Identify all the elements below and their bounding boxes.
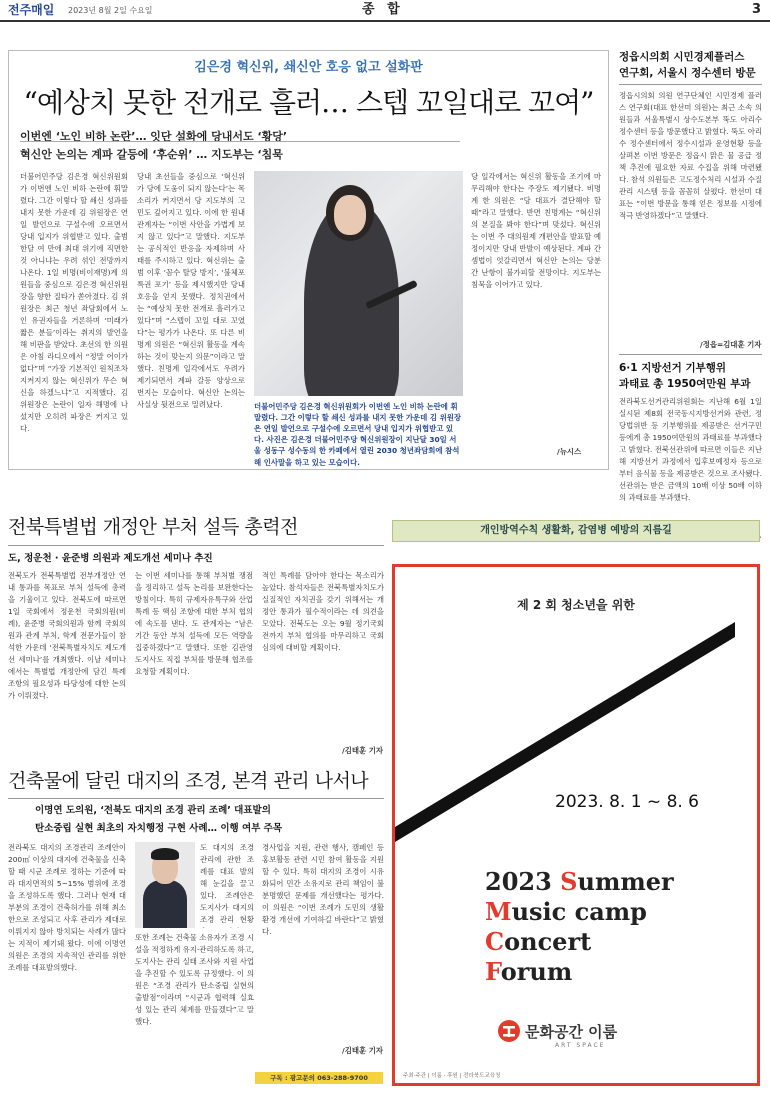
right-divider — [619, 84, 762, 85]
bottom-article-title: 건축물에 달린 대지의 조경, 본격 관리 나서나 — [8, 770, 369, 792]
poster-footer: 주최·주관 | 이룸 · 후원 | 전라북도교육청 — [403, 1073, 501, 1079]
right-article-1-body: 정읍시의회 의원 연구단체인 시민경제 플러스 연구회(대표 한선미 의원)는 최근 소속 의원들과 서울특별시 상수도본부 뚝도 아리수 정수센터 등을 방문했다고 밝혔다. 뚝도 아리수 정수센터에서 정수시설과 운영현황 등을 살펴본 이번 방문은 정읍시 맑은 물 공급 정책 추진에 필요한 자료 수집을 위해 마련됐다. 참석 의원들은 고도정수처리 시설과 수질관리 시스템 등을 꼼꼼히 살폈다. 한선미 대표는 “이번 방문을 통해 얻은 정보를 시정에 적극 반영하겠다”고 말했다. — [619, 91, 762, 220]
section-divider — [8, 798, 384, 799]
bottom-article-col-1: 전라북도 대지의 조경관리 조례안이 200㎡ 이상의 대지에 건축물을 신축할 때 시군 조례로 정하는 기준에 따라 대지면적의 5~15% 범위에 조경을 조성하도록 했다. 그러나 현재 대부분의 조경이 건축허가를 위해 최소한으로 조성되고 사후 관리가 제대로 이뤄지지 않아 방치되는 사례가 많다는 지적이 제기돼 왔다. 이에 이명연 의원은 조경의 지속적인 관리를 위한 조례를 대표발의했다. — [8, 843, 126, 972]
poster-title: 제 2 회 청소년을 위한 — [517, 598, 635, 612]
page-header — [0, 0, 770, 22]
bottom-article-byline: /김태훈 기자 — [342, 1046, 383, 1055]
mid-article-col-2: 는 이번 세미나를 통해 부처별 쟁점을 정리하고 설득 논리를 보완한다는 방침이다. 특히 규제자유특구와 산업 특례 등 핵심 조항에 대한 부처 협의에 속도를 낸다. 도 관계자는 “남은 기간 동안 부처 설득에 모든 역량을 집중하겠다”고 말했다. 또한 김관영 도지사도 직접 부처를 방문해 협조를 요청할 계획이다. — [135, 571, 253, 676]
top-article-kicker: 김은경 혁신위, 쇄신안 호응 없고 설화판 — [194, 60, 423, 75]
bottom-article-col-4: 경사업을 지원, 관련 행사, 캠페인 등 홍보활동 관련 시민 참여 활동을 지원할 수 있다. 특히 대지의 조경이 시유화되어 민간 소유지로 관리 책임이 불분명했던 문제를 개선했다는 평가다. 이 의원은 “이번 조례가 도민의 생활환경 개선에 기여하길 바란다”고 밝혔다. — [262, 843, 384, 936]
top-article-photo — [254, 171, 463, 396]
speaker-face — [334, 195, 366, 235]
poster-date: 2023. 8. 1 ~ 8. 6 — [555, 792, 700, 812]
mid-article-title: 전북특별법 개정안 부처 설득 총력전 — [8, 516, 298, 538]
poster-line-3: Concert — [485, 927, 592, 956]
top-article-col-4: 당 일각에서는 혁신위 활동을 조기에 마무리해야 한다는 주장도 제기됐다. 비명계 한 의원은 “당 대표가 결단해야 할 때”라고 말했다. 반면 친명계는 “혁신위의 본질을 봐야 한다”며 맞섰다. 혁신위는 이번 주 대의원제 개편안을 발표할 예정이지만 당내 반발이 예상된다. 계파 간 셈법이 엇갈리면서 혁신안 논의는 당분간 난항이 불가피할 전망이다. 지도부는 침묵을 이어가고 있다. — [471, 172, 601, 289]
right-article-2-title-2: 과태료 총 1950여만원 부과 — [619, 378, 751, 390]
councilor-suit — [143, 880, 187, 928]
poster-line-2: Music camp — [485, 897, 647, 926]
bottom-article-subhead-1: 이명연 도의원, ‘전북도 대지의 조경 관리 조례’ 대표발의 — [35, 805, 271, 816]
right-article-1-title-1: 정읍시의회 시민경제플러스 — [619, 51, 745, 63]
right-article-2-title-1: 6·1 지방선거 기부행위 — [619, 362, 727, 374]
publication-name: 전주매일 — [8, 3, 55, 17]
councilor-hair — [151, 848, 179, 860]
top-article — [8, 50, 609, 470]
top-article-col-1: 더불어민주당 김은경 혁신위원회가 이번엔 노인 비하 논란에 휘말렸다. 그간 이렇다 할 쇄신 성과를 내지 못한 가운데 김 위원장은 연일 발언으로 구설수에 오르면서 당내 입지가 위협받고 있다. 출범 한달 여 만에 최대 위기에 직면한 것 아니냐는 우려 섞인 전망까지 나온다. 1일 비명(비이재명)계 의원들을 중심으로 김은경 혁신위원장을 향한 질타가 쏟아졌다. 김 위원장은 최근 청년 좌담회에서 노인 유권자들을 거론하며 ‘미래가 짧은 분들’이라는 취지의 발언을 해 비판을 받았다. 초선의 한 의원은 아침 라디오에서 “정말 어이가 없다”며 “가장 기본적인 원칙조차 지켜지지 않는 혁신위가 무슨 혁신을 하겠느냐”고 지적했다. 김 위원장은 논란이 일자 해명에 나섰지만 오히려 파장은 커지고 있다. — [20, 172, 128, 433]
right-article-1-title-2: 연구회, 서울시 정수센터 방문 — [619, 67, 756, 79]
mid-article-col-1: 전북도가 전북특별법 전부개정안 연내 통과를 목표로 부처 설득에 총력을 기울이고 있다. 전북도에 따르면 1일 국회에서 정운천 국회의원(비례), 윤준병 국회의원과 함께 국회의원과 관계 부처, 학계 전문가들이 참석한 가운데 ‘전북특별자치도 제도개선 세미나’를 개최했다. 이날 세미나에서는 특별법 개정안에 담긴 특례 조항의 필요성과 타당성에 대한 논의가 이뤄졌다. — [8, 571, 126, 700]
section-name: 종 합 — [362, 2, 404, 17]
concert-poster-ad — [392, 564, 760, 1086]
issue-date: 2023년 8월 2일 수요일 — [68, 6, 153, 15]
subscribe-bar: 구독 : 광고문의 063-288-9700 — [255, 1072, 383, 1084]
right-article-1-byline: /정읍=김대훈 기자 — [700, 340, 762, 349]
subhead-divider — [20, 141, 460, 142]
poster-line-4: Forum — [485, 957, 573, 986]
poster-brand: 문화공간 이룸 — [525, 1023, 618, 1041]
top-article-col-2: 당내 초선들을 중심으로 ‘혁신위가 당에 도움이 되지 않는다’는 목소리가 커지면서 당 지도부의 고민도 깊어지고 있다. 이에 한 원내 관계자는 “이번 사안을 가볍게 보지 않고 있다”고 말했다. 지도부는 공식적인 반응을 자제하며 사태를 주시하고 있다. 혁신위는 출범 이후 ‘꼼수 탈당 방지’, ‘불체포특권 포기’ 등을 제시했지만 당내 호응을 얻지 못했다. 정치권에서는 “예상치 못한 전개로 흘러가고 있다”며 “스텝이 꼬일 대로 꼬였다”는 평가가 나온다. 또 다른 비명계 의원은 “혁신위 활동을 계속하는 것이 맞는지 의문”이라고 말했다. 친명계 일각에서도 우려가 제기되면서 계파 갈등 양상으로 번지는 모습이다. 혁신안 논의는 사실상 뒷전으로 밀려났다. — [137, 172, 245, 409]
right-divider — [619, 354, 762, 355]
mid-article-subhead: 도, 정운천 · 윤준병 의원과 제도개선 세미나 추진 — [8, 553, 213, 564]
poster-line-1: 2023 Summer — [485, 867, 674, 896]
top-article-subhead-1: 이번엔 ‘노인 비하 논란’… 잇단 설화에 당내서도 ‘황당’ — [20, 130, 288, 143]
poster-brand-sub: ART SPACE — [555, 1042, 606, 1049]
page-number: 3 — [752, 2, 762, 17]
top-article-title: “예상치 못한 전개로 흘러… 스텝 꼬일대로 꼬여” — [23, 86, 594, 119]
top-article-byline: /뉴시스 — [557, 447, 582, 456]
poster-graphic — [395, 567, 757, 1083]
ireum-logo-icon — [497, 1019, 521, 1043]
top-article-photo-caption: 더불어민주당 김은경 혁신위원회가 이번엔 노인 비하 논란에 휘말렸다. 그간 이렇다 할 쇄신 성과를 내지 못한 가운데 김 위원장은 연일 발언으로 구설수에 오르면서 당내 입지가 위협받고 있다. 사진은 김은경 더불어민주당 혁신위원장이 지난달 30일 서울 성동구 성수동의 한 카페에서 열린 2030 청년좌담회에 참석해 인사말을 하고 있는 모습이다. — [254, 402, 462, 467]
health-banner: 개인방역수칙 생활화, 감염병 예방의 지름길 — [392, 520, 760, 542]
section-divider — [8, 545, 384, 546]
bottom-article-subhead-2: 탄소중립 실현 최초의 자치행정 구현 사례… 이행 여부 주목 — [35, 823, 283, 834]
bottom-article-col-2: 도 대지의 조경관리에 관한 조례를 대표 발의해 눈길을 끌고 있다. 조례안은 도지사가 대지의 조경 관리 현황 — [200, 843, 254, 924]
bottom-article-photo — [135, 842, 195, 928]
mid-article-col-3: 적인 특례를 담아야 한다는 목소리가 높았다. 참석자들은 전북특별자치도가 실질적인 자치권을 갖기 위해서는 개정안 통과가 필수적이라는 데 의견을 모았다. 전북도는 오는 9월 정기국회 전까지 부처 협의를 마무리하고 국회 심의에 대비할 계획이다. — [262, 571, 384, 652]
mid-article-byline: /김태훈 기자 — [342, 746, 383, 755]
bottom-article-col-3: 또한 조례는 건축물 소유자가 조경 시설을 적정하게 유지·관리하도록 하고, 도지사는 관리 실태 조사와 지원 사업을 추진할 수 있도록 규정했다. 이 의원은 “조경 관리가 탄소중립 실현의 출발점”이라며 “시군과 협력해 실효성 있는 관리 체계를 만들겠다”고 말했다. — [135, 933, 254, 1026]
right-article-2-body: 전라북도선거관리위원회는 지난해 6월 1일 실시된 제8회 전국동시지방선거와 관련, 정당법위반 등 기부행위를 제공받은 선거구민 등에게 총 1950여만원의 과태료를 부과했다고 밝혔다. 전북선관위에 따르면 이들은 지난해 지방선거 과정에서 입후보예정자 등으로부터 음식물 등을 제공받은 것으로 조사됐다. 선관위는 받은 금액의 10배 이상 50배 이하의 과태료를 부과했다. — [619, 397, 762, 502]
top-article-subhead-2: 혁신안 논의는 계파 갈등에 ‘후순위’ … 지도부는 ‘침묵 — [20, 148, 283, 161]
